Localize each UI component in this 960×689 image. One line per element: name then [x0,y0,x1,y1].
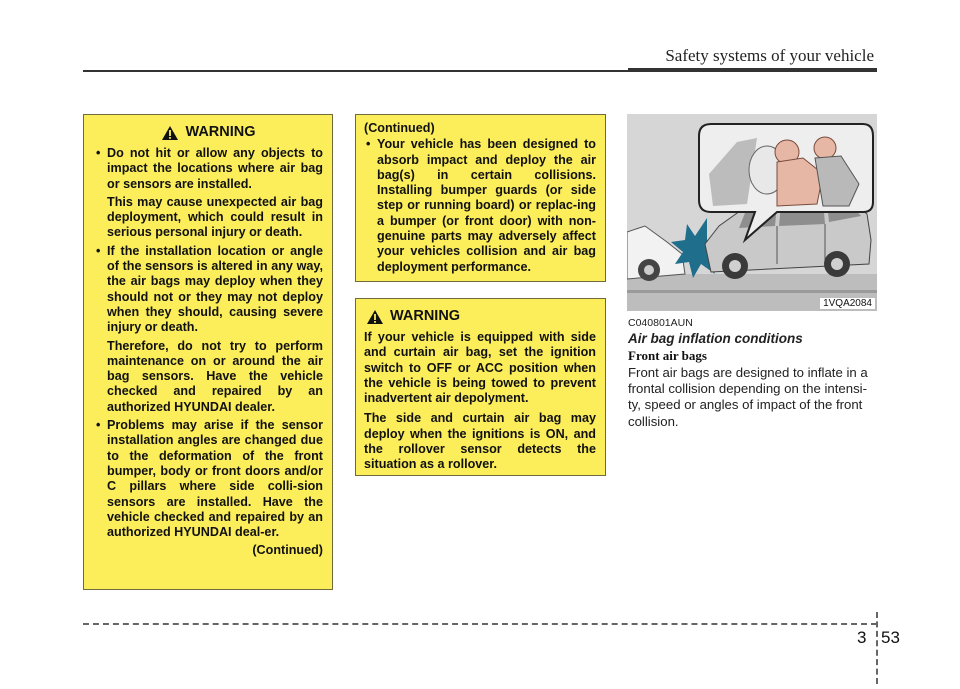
warning-box-continued [355,114,606,282]
header-title: Safety systems of your vehicle [665,46,874,65]
warning-heading [364,309,596,325]
section-body: Front air bags are designed to inflate in a frontal collision depending on the intensi-ty, speed or angles of impact of the front collision. [628,365,868,429]
warning-box-towing [355,298,606,476]
warning-list [364,137,596,275]
warning-item [364,137,596,275]
figure-code: 1VQA2084 [820,298,875,309]
page-separator [876,612,878,684]
chapter-number: 3 [857,628,867,647]
warning-text: The side and curtain air bag may deploy when the ignitions is ON, and the rollover sensor detects the situation as a rollover. [364,411,596,472]
warning-text: • Problems may arise if the sensor installation angles are changed due to the deformation of the front bumper, body or front doors and/or C pillars where side colli-sion sensors are installed. Have the vehicle checked and repaired by an authorized HYUNDAI deal-er. [107,418,323,540]
warning-text: • Your vehicle has been designed to absorb impact and deploy the air bag(s) in certain collisions. Installing bumper guards (or side step or running board) or replac-ing a bumper (or front door) with non-genuine parts may adversely affect your vehicles collision and air bag deployment performance. [377,137,596,274]
warning-text: • If the installation location or angle of the sensors is altered in any way, the air bags may deploy when they should not or they may not deploy when they should, causing severe injury or death. [107,243,323,335]
warning-heading [94,125,323,141]
continued-label: (Continued) [252,543,323,558]
section-subhead: Front air bags [628,348,707,363]
car-collision-drawing [627,114,877,311]
warning-text: If your vehicle is equipped with side and curtain air bag, set the ignition switch to OFF or ACC position when the vehicle is being towed to prevent inadvertent air depolyment. [364,330,596,406]
warning-text: This may cause unexpected air bag deployment, which could result in serious personal injury or death. [107,194,323,240]
warning-text: Therefore, do not try to perform maintenance on or around the air bag sensors. Have the vehicle checked and repaired by an authorized HYUNDAI dealer. [107,338,323,414]
section-title: Air bag inflation conditions [628,331,803,346]
warning-title: WARNING [390,308,461,325]
warning-text: • Do not hit or allow any objects to impact the locations where air bag or sensors are installed. [107,146,323,191]
warning-item [94,418,323,540]
warning-title: WARNING [185,124,256,141]
continued-label: (Continued) [364,121,435,135]
collision-illustration [627,114,877,311]
warning-triangle-icon [161,125,179,141]
warning-box-sensors [83,114,333,590]
page-number: 53 [881,628,900,647]
warning-item [94,146,323,241]
warning-triangle-icon [366,309,384,325]
warning-list [94,146,323,540]
header-rule-accent [628,68,877,72]
section-ref-code: C040801AUN [628,317,693,329]
footer-rule [83,623,877,625]
warning-item [94,244,323,415]
